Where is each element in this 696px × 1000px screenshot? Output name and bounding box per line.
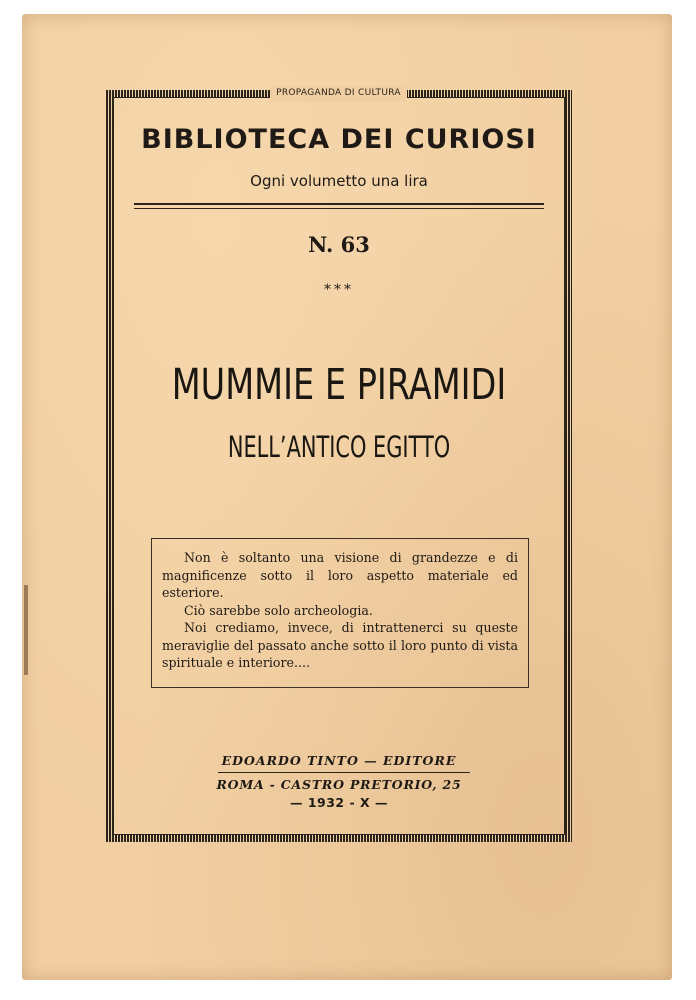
book-subtitle: NELL’ANTICO EGITTO [227, 430, 451, 464]
book-title: MUMMIE E PIRAMIDI [171, 360, 507, 410]
publication-year: — 1932 - X — [289, 795, 389, 810]
publisher-name: EDOARDO TINTO — EDITORE [221, 753, 457, 768]
divider-rule-thin [134, 208, 544, 209]
spine-stitch-mark [24, 585, 28, 675]
blurb-paragraph: Ciò sarebbe solo archeologia. [184, 602, 373, 618]
series-subtitle: Ogni volumetto una lira [250, 172, 428, 190]
imprint-rule [218, 772, 470, 773]
series-header-label: PROPAGANDA DI CULTURA [276, 88, 401, 98]
series-title: BIBLIOTECA DEI CURIOSI [141, 124, 537, 155]
blurb-paragraph: Non è soltanto una visione di grandezze e di magnificenze sotto il loro aspetto materiale ed esteriore. [162, 550, 518, 600]
blurb-paragraph: Noi crediamo, invece, di intrattenerci su queste meraviglie del passato anche sotto il loro punto di vista spirituale e interiore.... [162, 620, 518, 670]
ornament-asterisks: *** [324, 282, 354, 298]
publisher-address: ROMA - CASTRO PRETORIO, 25 [216, 777, 462, 792]
divider-rule-thick [134, 203, 544, 205]
blurb-box [151, 538, 529, 688]
issue-number: N. 63 [308, 232, 370, 257]
